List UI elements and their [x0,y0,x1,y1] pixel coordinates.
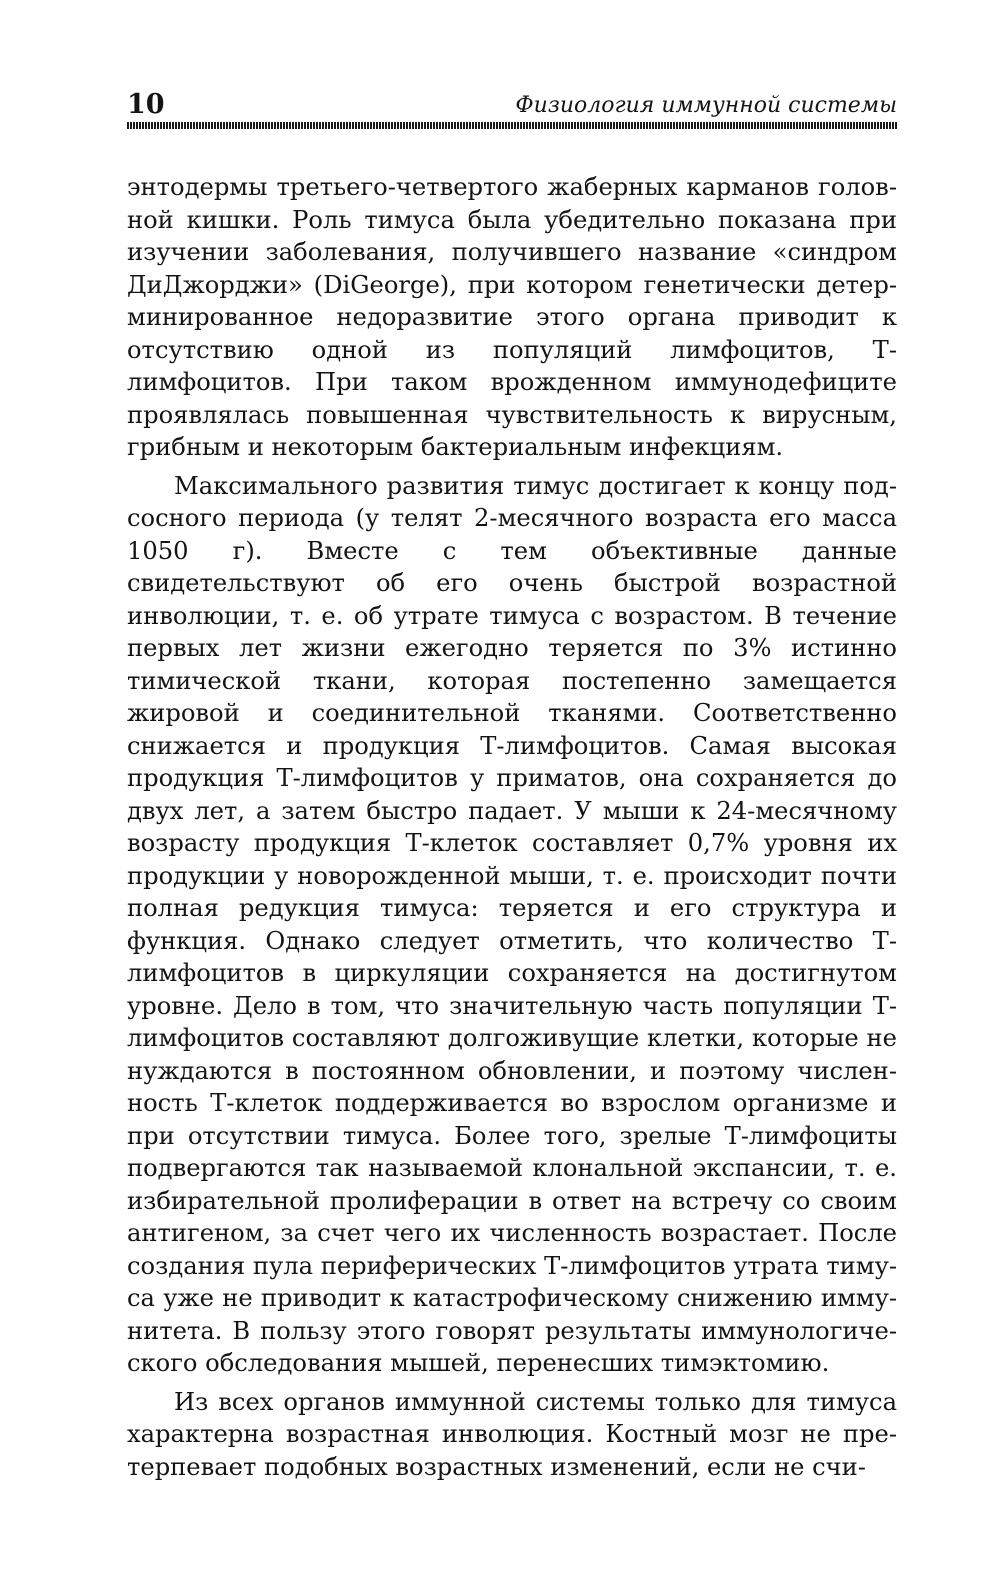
paragraph-3: Из всех органов иммунной системы только для тимуса характерна возрастная инволюция. Костный мозг не претерпевает подобных возрастных изменений, если не счи- [127,1387,897,1481]
running-title: Физиология иммунной системы [515,93,897,118]
paragraph-1: энтодермы третьего-четвертого жаберных карманов головной кишки. Роль тимуса была убедительно показана при изучении заболевания, получившего название «синдром ДиДжорджи» (DiGeorge), при котором генетически детерминированное недоразвитие этого органа приводит к отсутствию одной из популяций лимфоцитов, Т-лимфоцитов. При таком врожденном иммунодефиците проявлялась повышенная чувствительность к вирусным, грибным и некоторым бактериальным инфекциям. [127,173,897,461]
paragraph-2: Максимального развития тимус достигает к концу подсосного периода (у телят 2-месячного возраста его масса 1050 г). Вместе с тем объективные данные свидетельствуют об его очень быстрой возрастной инволюции, т. е. об утрате тимуса с возрастом. В течение первых лет жизни ежегодно теряется по 3% истинно тимической ткани, которая постепенно замещается жировой и соединительной тканями. Соответственно снижается и продукция Т-лимфоцитов. Самая высокая продукция Т-лимфоцитов у приматов, она сохраняется до двух лет, а затем быстро падает. У мыши к 24-месячному возрасту продукция Т-клеток составляет 0,7% уровня их продукции у новорожденной мыши, т. е. происходит почти полная редукция тимуса: теряется и его структура и функция. Однако следует отметить, что количество Т-лимфоцитов в циркуляции сохраняется на достигнутом уровне. Дело в том, что значительную часть популяции Т-лимфоцитов составляют долгоживущие клетки, которые не нуждаются в постоянном обновлении, и поэтому численность Т-клеток поддерживается во взрослом организме и при отсутствии тимуса. Более того, зрелые Т-лимфоциты подвергаются так называемой клональной экспансии, т. е. избирательной пролиферации в ответ на встречу со своим антигеном, за счет чего их численность возрастает. После создания пула периферических Т-лимфоцитов утрата тимуса уже не приводит к катастрофическому снижению иммунитета. В пользу этого говорят результаты иммунологического обследования мышей, перенесших тимэктомию. [127,471,897,1377]
header-rule [127,122,897,129]
body-text [127,171,897,1483]
page-number: 10 [127,89,165,120]
page-header [127,88,897,122]
